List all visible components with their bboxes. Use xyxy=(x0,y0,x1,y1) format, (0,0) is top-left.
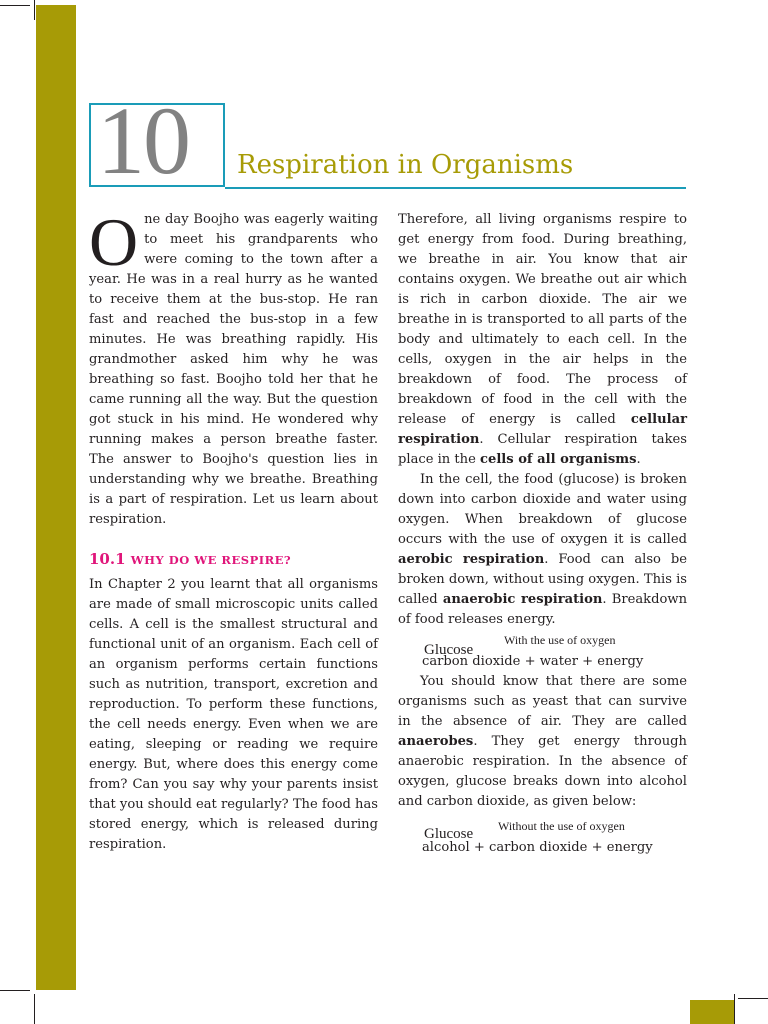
right-column xyxy=(398,210,687,858)
side-color-bar xyxy=(36,5,76,990)
intro-paragraph xyxy=(89,204,378,530)
term-cellular-respiration: cellular respiration xyxy=(398,412,687,447)
paragraph-anaerobes xyxy=(398,672,687,812)
crop-mark xyxy=(34,994,35,1024)
crop-mark xyxy=(34,0,35,20)
left-column xyxy=(89,204,379,855)
text-run: . Breakdown of food releases energy. xyxy=(398,592,688,627)
equation-condition: With the use of oxygen xyxy=(504,633,616,647)
chapter-number: 10 xyxy=(97,103,189,187)
section-title: WHY DO WE RESPIRE? xyxy=(130,553,292,567)
section-number: 10.1 xyxy=(89,550,131,568)
equation-products: alcohol + carbon dioxide + energy xyxy=(422,840,653,855)
section-paragraph: In Chapter 2 you learnt that all organisms are made of small microscopic units called cells. A cell is the smallest structural and functional unit of an organism. Each cell of an organism performs certain functions such as nutrition, transport, excretion and reproduction. To perform these functions, the cell needs energy. Even when we are eating, sleeping or reading we require energy. But, where does this energy come from? Can you say why your parents insist that you should eat regularly? The food has stored energy, which is released during respiration. xyxy=(89,577,379,852)
term-cells-of-all-organisms: cells of all organisms xyxy=(480,452,637,467)
term-anaerobes: anaerobes xyxy=(398,734,474,749)
page-corner-tab xyxy=(690,1000,734,1024)
equation-anaerobic xyxy=(398,816,687,858)
term-aerobic-respiration: aerobic respiration xyxy=(398,552,545,567)
equation-aerobic xyxy=(398,630,687,672)
drop-cap: O xyxy=(89,204,139,280)
text-run: . Food can also be broken down, without using oxygen. This is called xyxy=(398,552,687,607)
crop-mark xyxy=(734,994,735,1024)
text-run: In the cell, the food (glucose) is broken down into carbon dioxide and water using oxygen. When breakdown of glucose occurs with the use of oxygen it is called xyxy=(398,472,687,547)
intro-text: ne day Boojho was eagerly waiting to meet his grandparents who were coming to the town after a year. He was in a real hurry as he wanted to receive them at the bus-stop. He ran fast and reached the bus-stop in a few minutes. He was breathing rapidly. His grandmother asked him why he was breathing so fast. Boojho told her that he came running all the way. But the question got stuck in his mind. He wondered why running makes a person breathe faster. The answer to Boojho's question lies in understanding why we breathe. Breathing is a part of respiration. Let us learn about respiration. xyxy=(89,212,378,527)
crop-mark xyxy=(0,5,30,6)
equation-condition: Without the use of oxygen xyxy=(498,819,625,833)
text-run: . They get energy through anaerobic respiration. In the absence of oxygen, glucose breaks down into alcohol and carbon dioxide, as given below: xyxy=(398,734,687,809)
text-run: Therefore, all living organisms respire to get energy from food. During breathing, we breathe in air. You know that air contains oxygen. We breathe out air which is rich in carbon dioxide. The air we breathe in is transported to all parts of the body and ultimately to each cell. In the cells, oxygen in the air helps in the breakdown of food. The process of breakdown of food in the cell with the release of energy is called xyxy=(398,212,687,427)
text-run: . xyxy=(636,452,641,467)
crop-mark xyxy=(738,998,768,999)
text-run: You should know that there are some organisms such as yeast that can survive in the absence of air. They are called xyxy=(398,674,687,729)
equation-reactant: Glucose xyxy=(424,826,474,842)
equation-reactant: Glucose xyxy=(424,642,474,658)
title-underline xyxy=(225,187,686,189)
section-heading xyxy=(89,548,378,571)
chapter-title: Respiration in Organisms xyxy=(237,150,574,180)
crop-mark xyxy=(0,990,30,991)
text-run: . Cellular respiration takes place in the xyxy=(398,432,687,467)
paragraph-aerobic xyxy=(398,470,687,630)
term-anaerobic-respiration: anaerobic respiration xyxy=(442,592,603,607)
equation-products: carbon dioxide + water + energy xyxy=(422,654,644,669)
chapter-number-box xyxy=(89,103,225,187)
paragraph-cellular-respiration xyxy=(398,210,687,470)
